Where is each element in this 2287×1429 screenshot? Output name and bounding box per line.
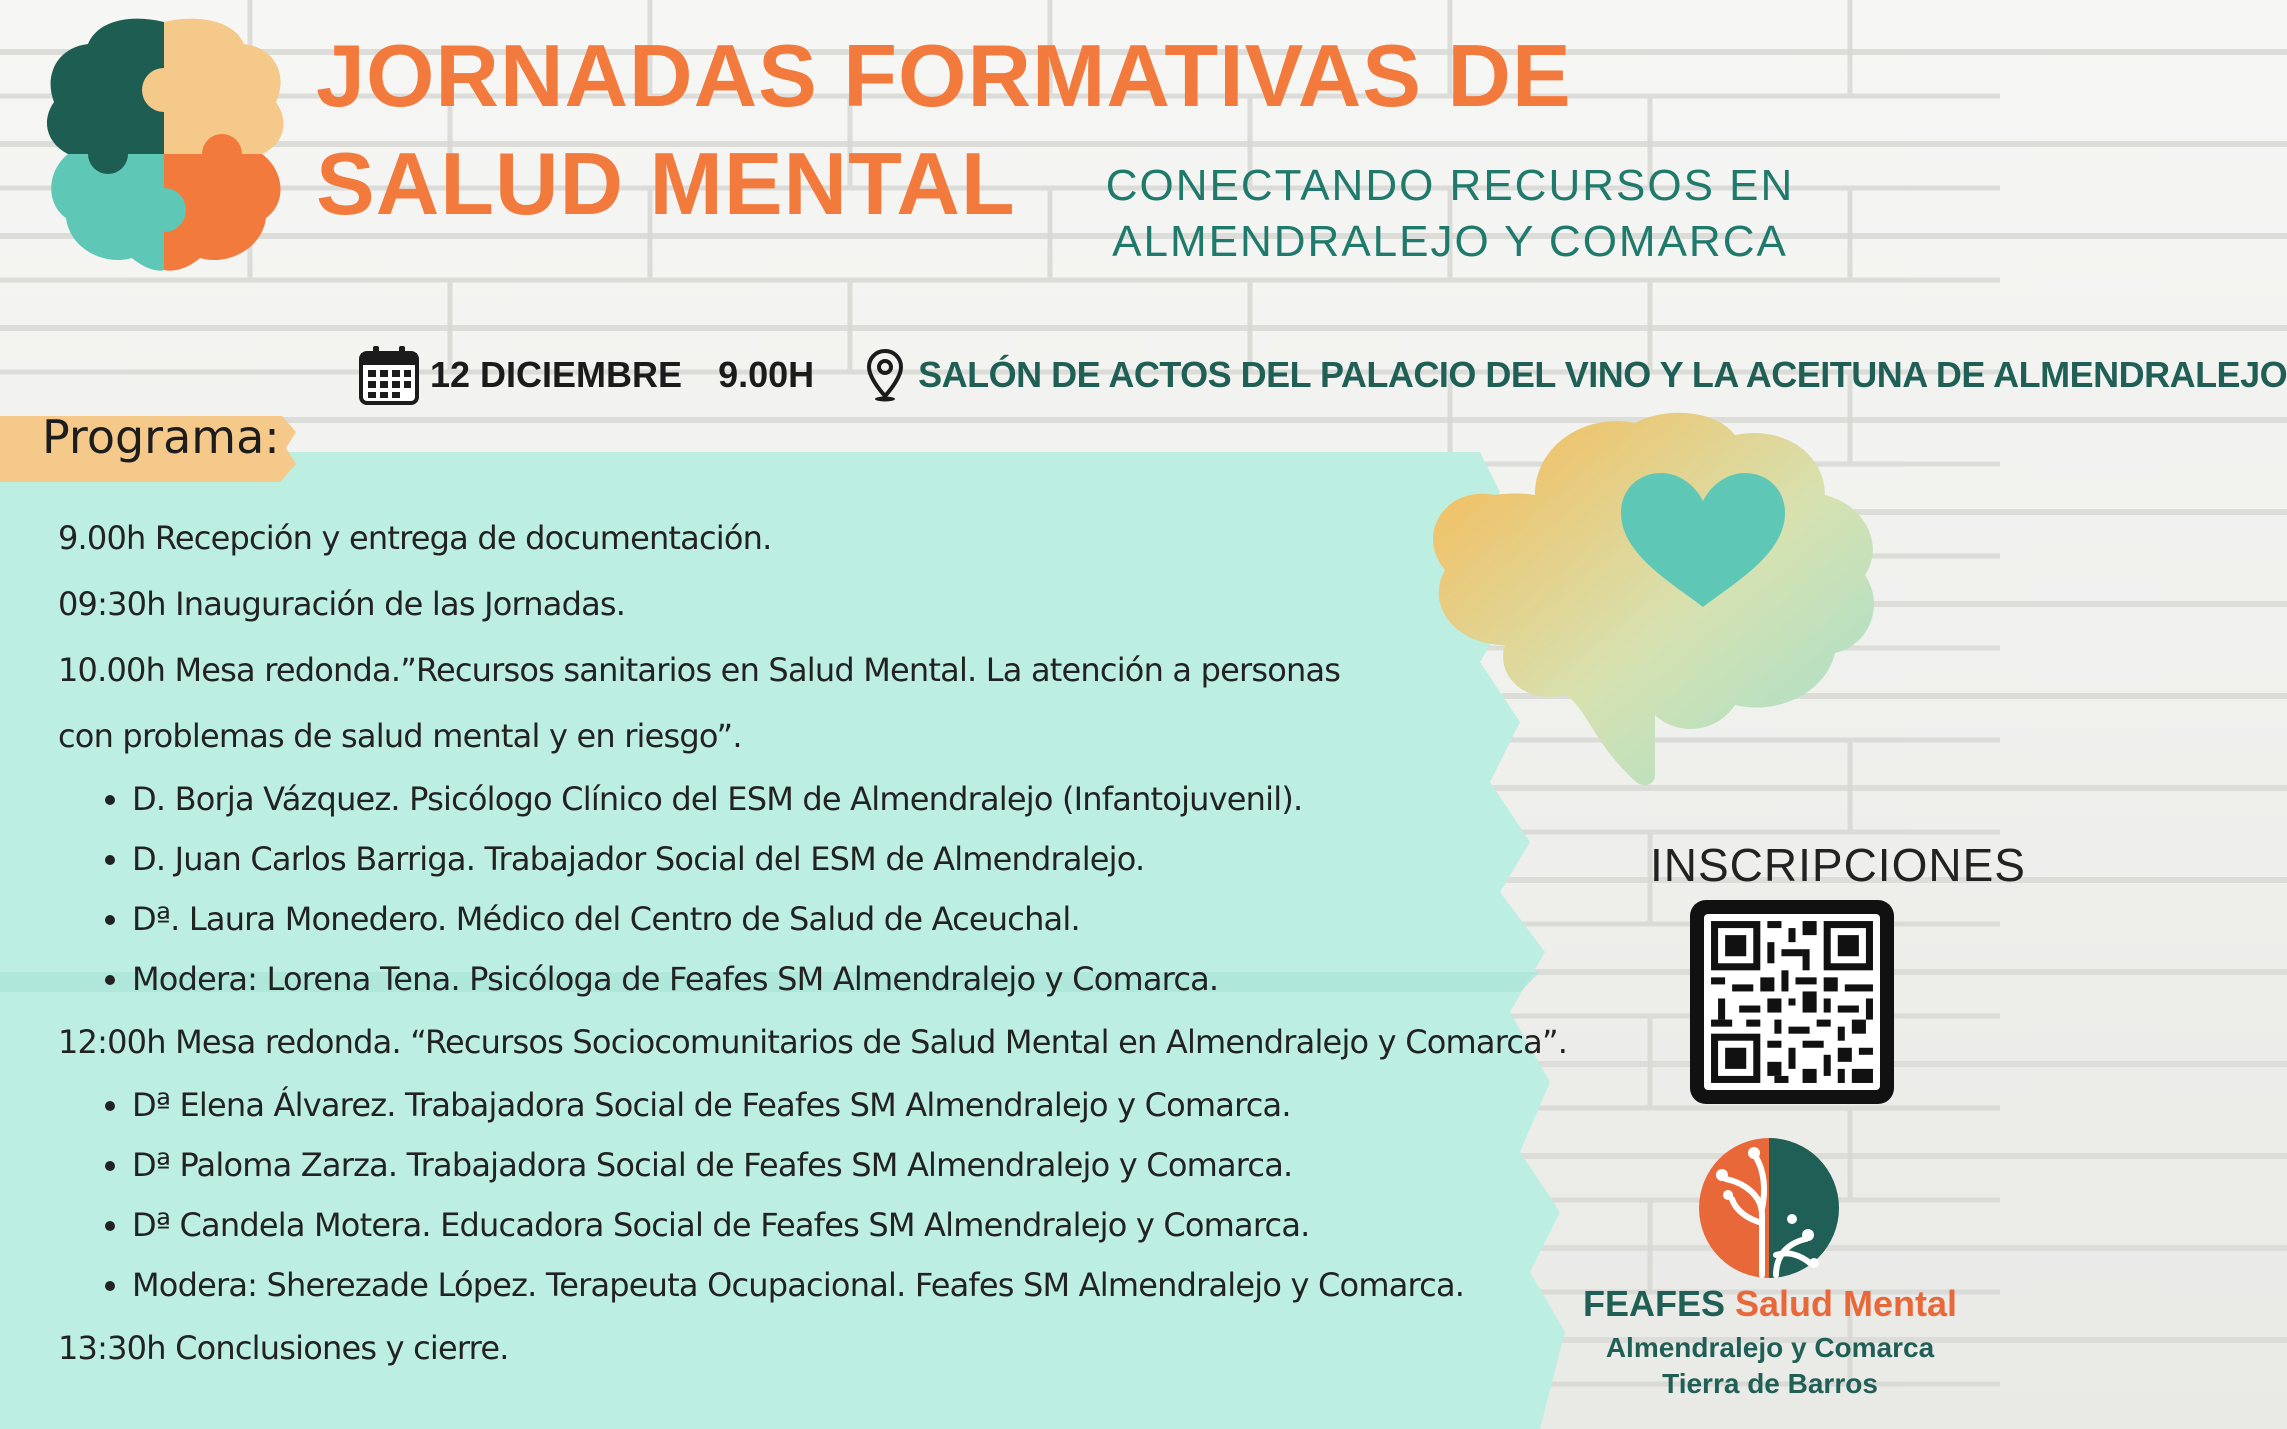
subtitle-line-1: CONECTANDO RECURSOS EN [1105, 161, 1795, 210]
list-item: • Modera: Lorena Tena. Psicóloga de Feafes SM Almendralejo y Comarca. [132, 949, 1458, 1009]
list-item: • Dª. Laura Monedero. Médico del Centro de Salud de Aceuchal. [132, 889, 1458, 949]
event-subtitle [1090, 158, 1810, 270]
calendar-icon [358, 344, 420, 406]
registration-label: INSCRIPCIONES [1650, 839, 2026, 891]
program-item: 9.00h Recepción y entrega de documentación. [58, 519, 772, 557]
qr-code[interactable] [1704, 914, 1880, 1090]
organizer-subtitle [1560, 1330, 1980, 1402]
organizer-name-part1: FEAFES [1582, 1283, 1725, 1324]
organizer-line-2: Almendralejo y Comarca [1605, 1332, 1935, 1363]
puzzle-brain-logo [36, 14, 296, 284]
brain-heart-icon [1415, 405, 1895, 790]
program-item: 12:00h Mesa redonda. “Recursos Sociocomunitarios de Salud Mental en Almendralejo y Comarca”. [58, 1023, 1568, 1061]
organizer-name-part2: Salud Mental [1735, 1283, 1958, 1324]
panel-members-list [58, 1075, 1465, 1315]
event-location: SALÓN DE ACTOS DEL PALACIO DEL VINO Y LA ACEITUNA DE ALMENDRALEJO [918, 354, 2287, 395]
feafes-logo [1696, 1135, 1842, 1281]
event-date: 12 DICIEMBRE [430, 354, 683, 395]
event-info [358, 345, 2287, 405]
title-line-2: SALUD MENTAL [316, 134, 1016, 233]
list-item: • D. Juan Carlos Barriga. Trabajador Social del ESM de Almendralejo. [132, 829, 1458, 889]
program-heading: Programa: [42, 410, 280, 464]
program-list [58, 505, 1568, 1381]
event-time: 9.00H [718, 354, 815, 395]
program-item: 09:30h Inauguración de las Jornadas. [58, 585, 626, 623]
list-item: • D. Borja Vázquez. Psicólogo Clínico del ESM de Almendralejo (Infantojuvenil). [132, 769, 1458, 829]
list-item: • Dª Paloma Zarza. Trabajadora Social de Feafes SM Almendralejo y Comarca. [132, 1135, 1458, 1195]
program-item: 13:30h Conclusiones y cierre. [58, 1329, 509, 1367]
panel-members-list [58, 769, 1458, 1009]
map-pin-icon [866, 348, 904, 402]
qr-code-icon [1704, 914, 1880, 1090]
organizer-name [1560, 1283, 1980, 1325]
list-item: • Dª Candela Motera. Educadora Social de Feafes SM Almendralejo y Comarca. [132, 1195, 1458, 1255]
organizer-line-3: Tierra de Barros [1662, 1368, 1878, 1399]
subtitle-line-2: ALMENDRALEJO Y COMARCA [1112, 217, 1788, 266]
program-item: 10.00h Mesa redonda.”Recursos sanitarios en Salud Mental. La atención a personas con problemas de salud mental y en riesgo”. [58, 651, 1341, 755]
list-item: • Modera: Sherezade López. Terapeuta Ocupacional. Feafes SM Almendralejo y Comarca. [132, 1255, 1458, 1315]
title-line-1: JORNADAS FORMATIVAS DE [316, 26, 1572, 125]
list-item: • Dª Elena Álvarez. Trabajadora Social de Feafes SM Almendralejo y Comarca. [132, 1075, 1458, 1135]
